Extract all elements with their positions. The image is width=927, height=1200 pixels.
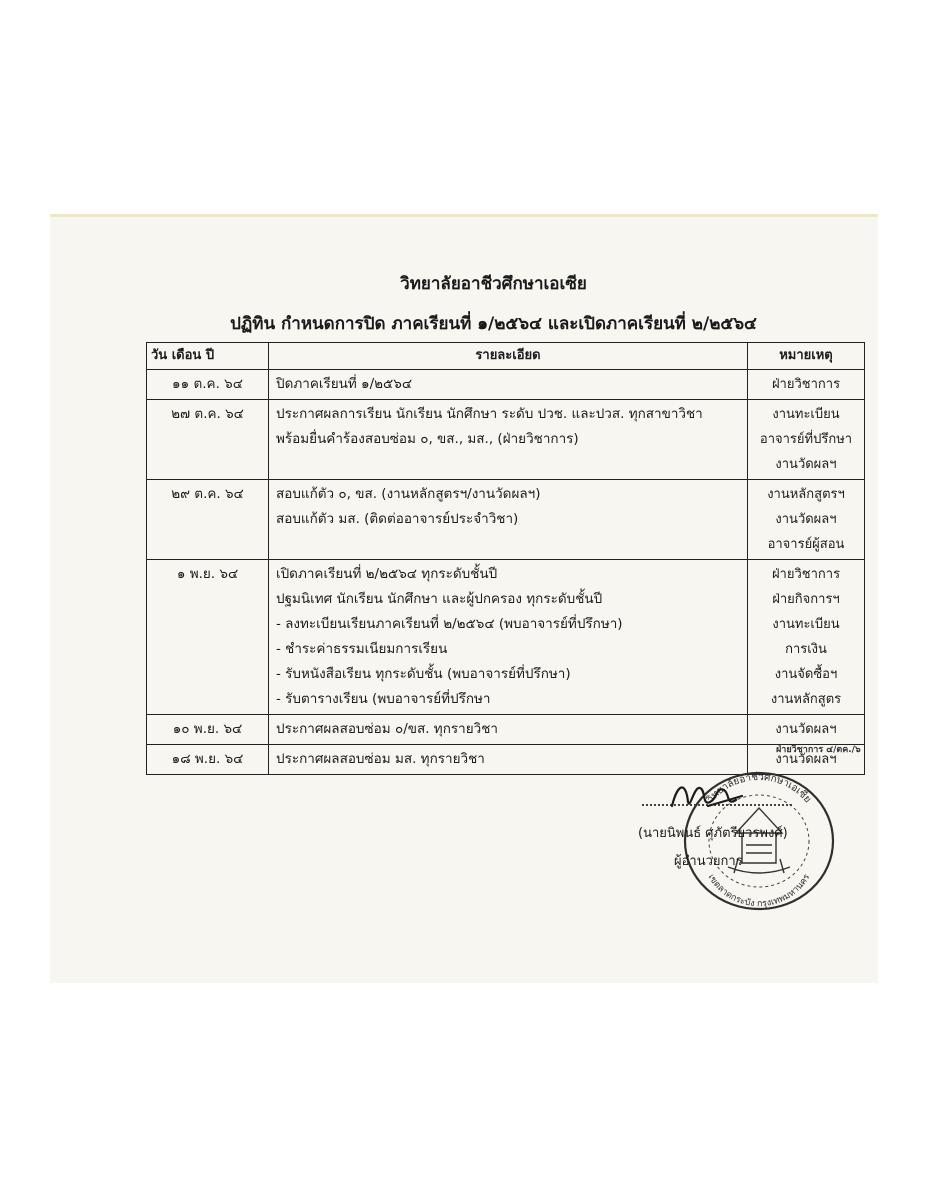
table-row — [147, 560, 865, 715]
row-date: ๒๙ ต.ค. ๖๔ — [147, 480, 269, 560]
row-details — [269, 560, 748, 715]
row-notes — [748, 400, 865, 480]
table-row — [147, 480, 865, 560]
note-line: งานวัดผลฯ — [775, 722, 837, 737]
detail-line: สอบแก้ตัว ๐, ขส. (งานหลักสูตรฯ/งานวัดผลฯ) — [276, 486, 541, 502]
detail-line: ปิดภาคเรียนที่ ๑/๒๕๖๔ — [276, 376, 413, 392]
detail-line: ประกาศผลการเรียน นักเรียน นักศึกษา ระดับ ปวช. และปวส. ทุกสาขาวิชา — [276, 406, 703, 422]
note-line: งานทะเบียน — [772, 617, 840, 632]
row-details — [269, 480, 748, 560]
table-row — [147, 715, 865, 745]
detail-line: ประกาศผลสอบซ่อม ๐/ขส. ทุกรายวิชา — [276, 721, 498, 737]
detail-line: - รับตารางเรียน (พบอาจารย์ที่ปรึกษา — [276, 691, 491, 707]
row-details — [269, 370, 748, 400]
note-line: งานวัดผลฯ — [775, 752, 837, 767]
note-line: อาจารย์ที่ปรึกษา — [759, 432, 853, 447]
row-details — [269, 715, 748, 745]
note-line: งานวัดผลฯ — [775, 512, 837, 527]
detail-line: สอบแก้ตัว มส. (ติดต่ออาจารย์ประจำวิชา) — [276, 511, 519, 527]
row-notes — [748, 560, 865, 715]
detail-line: ประกาศผลสอบซ่อม มส. ทุกรายวิชา — [276, 751, 485, 767]
handwritten-signature — [668, 776, 788, 816]
row-date: ๒๗ ต.ค. ๖๔ — [147, 400, 269, 480]
table-row — [147, 370, 865, 400]
row-date: ๑ พ.ย. ๖๔ — [147, 560, 269, 715]
row-details — [269, 400, 748, 480]
note-line: อาจารย์ผู้สอน — [767, 537, 845, 552]
signer-name: (นายนิพนธ์ ศุภัตรียวรพงศ์) — [638, 826, 788, 841]
document-subtitle: ปฏิทิน กำหนดการปิด ภาคเรียนที่ ๑/๒๕๖๔ และเปิดภาคเรียนที่ ๒/๒๕๖๔ — [230, 314, 757, 334]
detail-line: เปิดภาคเรียนที่ ๒/๒๕๖๔ ทุกระดับชั้นปี — [276, 566, 498, 582]
detail-line: - ชำระค่าธรรมเนียมการเรียน — [276, 641, 448, 657]
row-date: ๑๘ พ.ย. ๖๔ — [147, 745, 269, 775]
note-line: งานจัดซื้อฯ — [774, 667, 838, 682]
header-details: รายละเอียด — [269, 343, 748, 370]
header-notes: หมายเหตุ — [748, 343, 865, 370]
row-date: ๑๑ ต.ค. ๖๔ — [147, 370, 269, 400]
seal-bottom-text: เขตลาดกระบัง กรุงเทพมหานคร — [705, 872, 813, 910]
detail-line: ปฐมนิเทศ นักเรียน นักศึกษา และผู้ปกครอง ทุกระดับชั้นปี — [276, 591, 603, 607]
document-title: วิทยาลัยอาชีวศึกษาเอเซีย — [400, 274, 587, 294]
signer-position: ผู้อำนวยการ — [674, 854, 743, 869]
note-line: ฝ่ายกิจการฯ — [772, 592, 840, 607]
note-line: ฝ่ายวิชาการ — [771, 377, 841, 392]
table-row — [147, 400, 865, 480]
row-notes — [748, 715, 865, 745]
seal-top-text: วิทยาลัยอาชีวศึกษาเอเซีย — [705, 771, 813, 806]
detail-line: - ลงทะเบียนเรียนภาคเรียนที่ ๒/๒๕๖๔ (พบอาจารย์ที่ปรึกษา) — [276, 616, 623, 632]
note-line: งานหลักสูตรฯ — [767, 487, 845, 502]
note-line: งานวัดผลฯ — [775, 457, 837, 472]
detail-line: พร้อมยื่นคำร้องสอบซ่อม ๐, ขส., มส., (ฝ่ายวิชาการ) — [276, 431, 579, 447]
footnote-reference: ฝ่ายวิชาการ ๔/ตค./๖ — [776, 745, 861, 755]
row-notes — [748, 370, 865, 400]
row-date: ๑๐ พ.ย. ๖๔ — [147, 715, 269, 745]
note-line: ฝ่ายวิชาการ — [771, 567, 841, 582]
note-line: งานหลักสูตร — [770, 692, 842, 707]
schedule-table — [146, 342, 865, 775]
note-line: การเงิน — [785, 642, 827, 657]
header-date: วัน เดือน ปี — [147, 343, 269, 370]
note-line: งานทะเบียน — [772, 407, 840, 422]
detail-line: - รับหนังสือเรียน ทุกระดับชั้น (พบอาจารย์ที่ปรึกษา) — [276, 666, 571, 682]
row-notes — [748, 480, 865, 560]
table-header-row — [147, 343, 865, 370]
